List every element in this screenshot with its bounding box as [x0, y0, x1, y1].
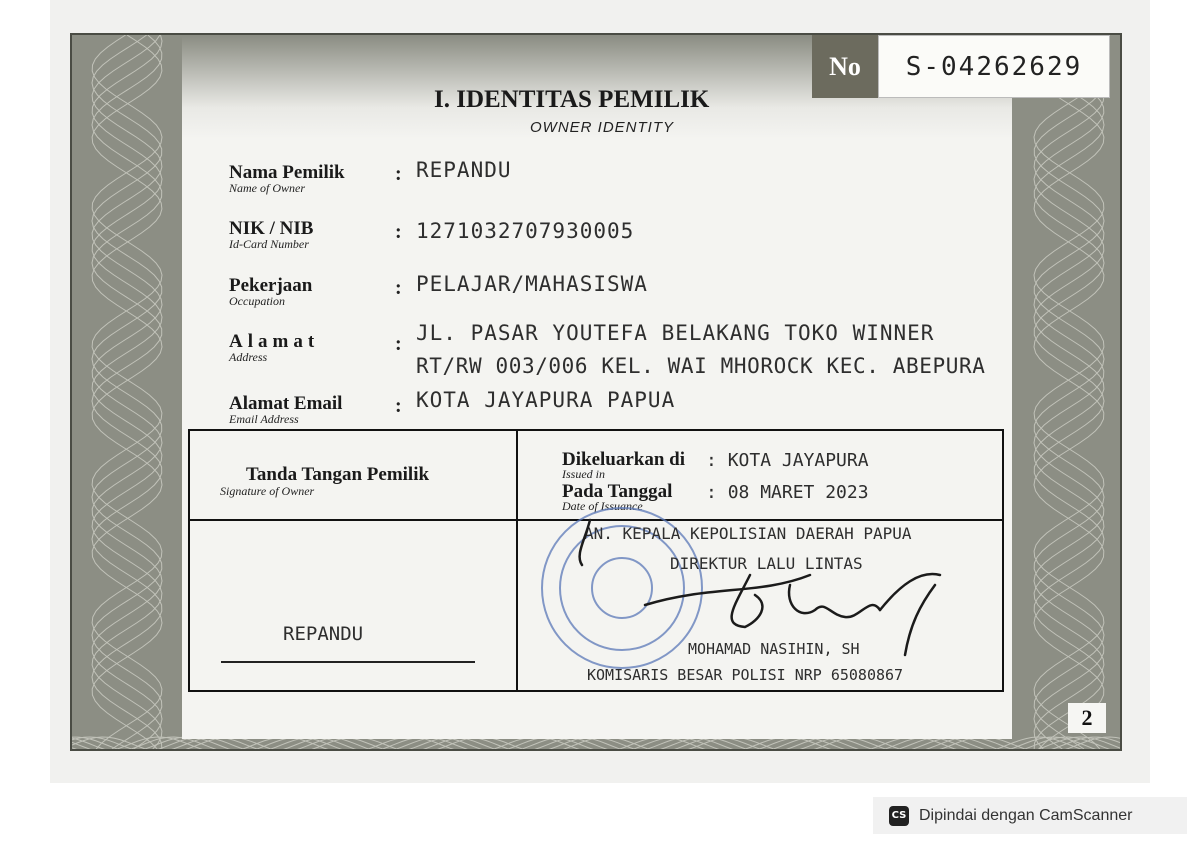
colon: :: [395, 277, 402, 299]
owner-signature-sublabel: Signature of Owner: [220, 484, 315, 498]
certificate-number-box: [812, 35, 1110, 98]
owner-name-sublabel: Name of Owner: [229, 181, 305, 195]
table-divider-vertical: [516, 431, 518, 690]
address-value-line2: RT/RW 003/006 KEL. WAI MHOROCK KEC. ABEPURA: [416, 354, 986, 378]
camscanner-icon: CS: [889, 806, 909, 826]
email-label: Alamat Email: [229, 393, 343, 414]
colon: :: [395, 221, 402, 243]
owner-signature-label: Tanda Tangan Pemilik: [246, 464, 430, 485]
owner-name-label: Nama Pemilik: [229, 162, 345, 183]
page-number: 2: [1068, 703, 1106, 733]
colon: :: [395, 333, 402, 355]
address-label: Alamat: [229, 331, 320, 352]
issue-date-value: [706, 482, 869, 503]
address-sublabel: Address: [229, 350, 268, 364]
issue-date-text: 08 MARET 2023: [727, 482, 869, 503]
issue-date-sublabel: Date of Issuance: [562, 499, 643, 513]
occupation-sublabel: Occupation: [229, 294, 285, 308]
section-subtitle: OWNER IDENTITY: [530, 119, 674, 136]
colon: :: [395, 395, 402, 417]
camscanner-text: Dipindai dengan CamScanner: [919, 806, 1133, 824]
issued-in-value: [706, 450, 869, 471]
guilloche-line: [1034, 35, 1104, 749]
colon: :: [706, 450, 717, 471]
camscanner-watermark: [873, 797, 1187, 834]
nik-label: NIK / NIB: [229, 218, 314, 239]
colon: :: [706, 482, 717, 503]
owner-name-value: REPANDU: [416, 158, 512, 182]
owner-signature-line: [221, 661, 475, 663]
officer-line1: AN. KEPALA KEPOLISIAN DAERAH PAPUA: [584, 524, 912, 543]
issued-in-sublabel: Issued in: [562, 467, 605, 481]
email-value: KOTA JAYAPURA PAPUA: [416, 388, 676, 412]
guilloche-line: [92, 35, 162, 749]
officer-rank: KOMISARIS BESAR POLISI NRP 65080867: [587, 666, 904, 684]
issued-in-text: KOTA JAYAPURA: [727, 450, 869, 471]
address-value-line1: JL. PASAR YOUTEFA BELAKANG TOKO WINNER: [416, 321, 935, 345]
number-label: No: [812, 35, 878, 98]
section-title-text: I. IDENTITAS PEMILIK: [434, 86, 710, 113]
section-title: [434, 86, 709, 114]
certificate-number: S-04262629: [878, 35, 1110, 98]
owner-signature-name: REPANDU: [283, 623, 364, 645]
officer-name: MOHAMAD NASIHIN, SH: [688, 640, 860, 658]
occupation-value: PELAJAR/MAHASISWA: [416, 272, 648, 296]
officer-line2: DIREKTUR LALU LINTAS: [670, 554, 863, 573]
issued-in-label: Dikeluarkan di: [562, 449, 686, 470]
nik-value: 1271032707930005: [416, 219, 635, 243]
nik-sublabel: Id-Card Number: [229, 237, 309, 251]
occupation-label: Pekerjaan: [229, 275, 313, 296]
colon: :: [395, 163, 402, 185]
email-sublabel: Email Address: [229, 412, 299, 426]
issue-date-label: Pada Tanggal: [562, 481, 673, 502]
